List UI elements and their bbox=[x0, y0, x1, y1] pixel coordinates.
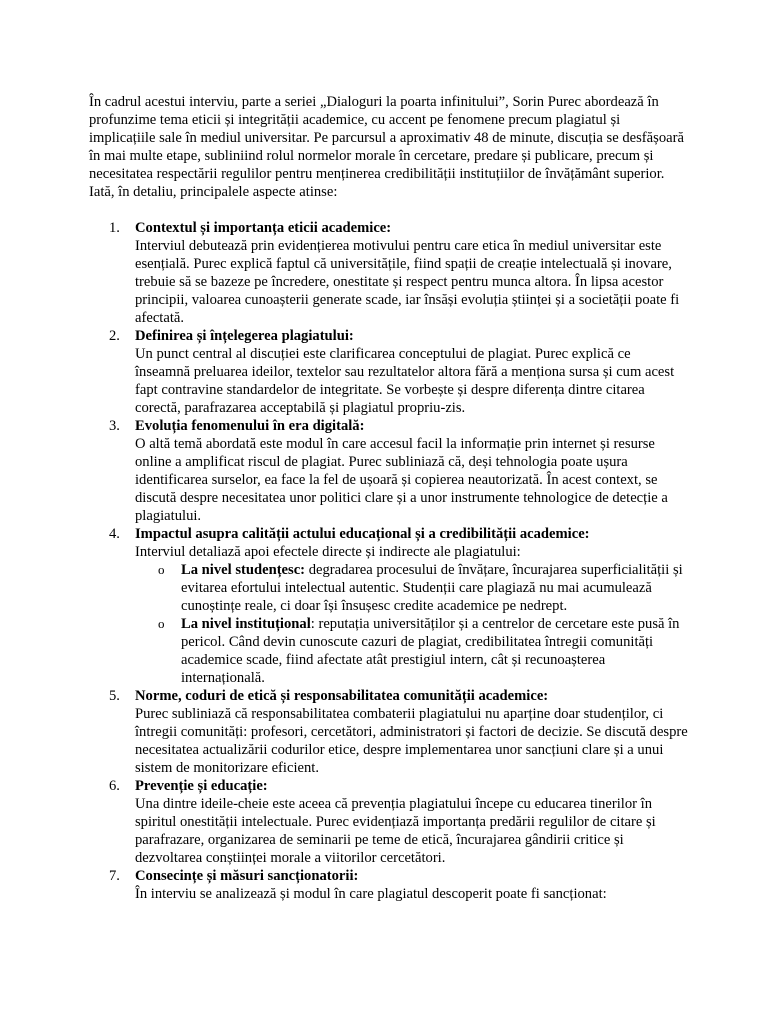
list-item-title: Definirea și înțelegerea plagiatului: bbox=[135, 328, 354, 344]
list-item-body: În interviu se analizează și modul în care plagiatul descoperit poate fi sancționat: bbox=[135, 886, 607, 902]
list-item-body: O altă temă abordată este modul în care accesul facil la informație prin internet și resurse online a amplificat riscul de plagiat. Purec subliniază că, deși tehnologia poate ușura identificarea surselor, ea face la fel de ușoară și copierea neautorizată. În acest context, se discută despre necesitatea unor politici clare și a unor instrumente tehnologice de detecție a plagiatului. bbox=[135, 436, 668, 524]
intro-paragraph: În cadrul acestui interviu, parte a seriei „Dialoguri la poarta infinitului”, Sorin Purec abordează în profunzime tema eticii și integrității academice, cu accent pe fenomene precum plagiatul și implicațiile sale în mediul universitar. Pe parcursul a aproximativ 48 de minute, discuția se desfășoară în mai multe etape, subliniind rolul normelor morale în cercetare, predare și publicare, precum și necesitatea respectării regulilor pentru menținerea credibilității instituțiilor de învățământ superior. Iată, în detaliu, principalele aspecte atinse: bbox=[89, 94, 684, 200]
list-item bbox=[89, 417, 689, 525]
sub-list bbox=[135, 561, 689, 687]
list-item-body: Interviul debutează prin evidențierea motivului pentru care etica în mediul universitar este esențială. Purec explică faptul că universitățile, fiind spații de creație intelectuală și inovare, trebuie să se bazeze pe încredere, onestitate și respect pentru munca altora. În lipsa acestor principii, valoarea cunoașterii generate scade, iar însăși evoluția științei și a societății poate fi afectată. bbox=[135, 238, 680, 326]
list-item bbox=[89, 867, 689, 903]
list-item bbox=[89, 777, 689, 867]
list-item-number: 6. bbox=[109, 778, 120, 794]
sub-item-lead: La nivel studențesc: bbox=[181, 562, 306, 578]
sub-item-text: degradarea procesului de învățare, încurajarea superficialității și evitarea efortului intelectual autentic. Studenții care plagiază nu mai acumulează cunoștințe reale, ci doar își însușesc credite academice pe nedrept. bbox=[181, 562, 683, 614]
bullet-icon: o bbox=[158, 616, 165, 631]
list-item bbox=[89, 525, 689, 687]
topic-list bbox=[89, 219, 689, 903]
list-item-title: Impactul asupra calității actului educațional și a credibilității academice: bbox=[135, 526, 590, 542]
list-item bbox=[89, 327, 689, 417]
list-item-number: 2. bbox=[109, 328, 120, 344]
list-item-number: 7. bbox=[109, 868, 120, 884]
list-item-title: Norme, coduri de etică și responsabilitatea comunității academice: bbox=[135, 688, 549, 704]
list-item-body: Una dintre ideile-cheie este aceea că prevenția plagiatului începe cu educarea tinerilor în spiritul onestității intelectuale. Purec evidențiază importanța predării regulilor de citare și parafrazare, organizarea de seminarii pe teme de etică, încurajarea gândirii critice și dezvoltarea conștiinței morale a viitorilor cercetători. bbox=[135, 796, 656, 866]
list-item-number: 1. bbox=[109, 220, 120, 236]
list-item-body: Un punct central al discuției este clarificarea conceptului de plagiat. Purec explică ce înseamnă preluarea ideilor, textelor sau rezultatelor altora fără a menționa sursa și cum acest fapt contravine standardelor de integritate. Se vorbește și despre diferența dintre citarea corectă, parafrazarea acceptabilă și plagiatul propriu-zis. bbox=[135, 346, 675, 416]
sub-list-item bbox=[135, 561, 689, 615]
sub-item-text: : reputația universităților și a centrelor de cercetare este pusă în pericol. Când devin cunoscute cazuri de plagiat, credibilitatea întregii comunități academice scade, fiind afectate atât prestigiul intern, cât și recunoașterea internațională. bbox=[181, 616, 680, 686]
list-item-title: Evoluția fenomenului în era digitală: bbox=[135, 418, 365, 434]
bullet-icon: o bbox=[158, 562, 165, 577]
list-item-number: 5. bbox=[109, 688, 120, 704]
list-item-number: 3. bbox=[109, 418, 120, 434]
sub-list-item bbox=[135, 615, 689, 687]
list-item-title: Consecințe și măsuri sancționatorii: bbox=[135, 868, 359, 884]
list-item bbox=[89, 219, 689, 327]
list-item-number: 4. bbox=[109, 526, 120, 542]
list-item-body: Purec subliniază că responsabilitatea combaterii plagiatului nu aparține doar studenților, ci întregii comunități: profesori, cercetători, administratori și factori de decizie. Se discută despre necesitatea actualizării codurilor etice, despre implementarea unor sancțiuni clare și a unui sistem de monitorizare eficient. bbox=[135, 706, 688, 776]
sub-item-lead: La nivel instituțional bbox=[181, 616, 311, 632]
list-item-title: Prevenție și educație: bbox=[135, 778, 268, 794]
list-item-title: Contextul și importanța eticii academice: bbox=[135, 220, 392, 236]
list-item bbox=[89, 687, 689, 777]
list-item-body: Interviul detaliază apoi efectele directe și indirecte ale plagiatului: bbox=[135, 544, 521, 560]
